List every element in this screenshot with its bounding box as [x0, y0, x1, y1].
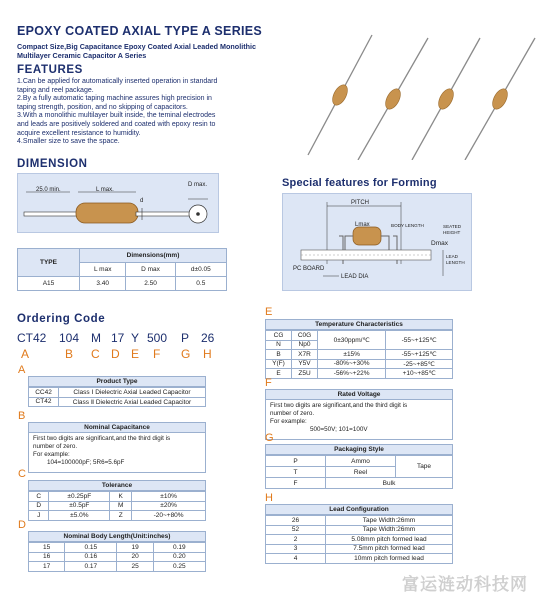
dim-row-type: A15: [18, 277, 80, 291]
feature-line: 1.Can be applied for automatically inserted operation in standard: [17, 78, 218, 85]
section-b-line: number of zero.: [33, 443, 78, 450]
section-e-header: Temperature Characteristics: [265, 319, 453, 330]
section-b-body: [28, 433, 206, 473]
section-h-header: Lead Configuration: [265, 504, 453, 515]
section-h-box: [265, 504, 453, 564]
section-c-table: [28, 491, 206, 521]
table-cell: ±0.25pF: [49, 492, 110, 502]
forming-seated1: SEATED: [443, 224, 462, 229]
section-d-letter: D: [18, 519, 26, 531]
table-cell: -55~+125℃: [386, 331, 453, 350]
table-cell: Tape Width:26mm: [326, 525, 453, 535]
dimension-heading: DIMENSION: [17, 158, 88, 170]
table-row: [266, 359, 453, 369]
section-a-header: Product Type: [28, 376, 206, 387]
forming-drawing: [282, 193, 472, 291]
table-cell: Z5U: [292, 369, 318, 379]
forming-lead-dia: LEAD DIA: [341, 274, 369, 280]
feature-line: 4.Smaller size to save the space.: [17, 138, 120, 146]
table-row: [29, 511, 206, 521]
table-cell: -55~+125℃: [386, 350, 453, 360]
feature-line: 3.With a monolithic multilayer built inside, the teminal electrodes: [17, 112, 216, 120]
table-cell: ±10%: [132, 492, 206, 502]
letter-f: F: [153, 347, 161, 361]
table-cell: 0.19: [153, 543, 205, 553]
section-b-line: First two digits are significant,and the third digit is: [33, 435, 171, 442]
table-cell: +10~+85℃: [386, 369, 453, 379]
table-cell: Ammo: [326, 456, 396, 467]
section-c-letter: C: [18, 468, 26, 480]
section-b-line: 104=100000pF; 5R6=5.6pF: [47, 459, 125, 466]
table-cell: 0.15: [65, 543, 117, 553]
table-cell: -80%~+30%: [318, 359, 386, 369]
table-cell: 7.5mm pitch formed lead: [326, 544, 453, 554]
table-cell: X7R: [292, 350, 318, 360]
forming-body-length: BODY LENGTH: [391, 223, 424, 228]
page-title: EPOXY COATED AXIAL TYPE A SERIES: [17, 24, 263, 38]
subtitle-line1: Compact Size,Big Capacitance Epoxy Coated Axial Leaded Monolithic: [17, 42, 256, 51]
forming-lead1: LEAD: [446, 254, 459, 259]
section-c-box: [28, 480, 206, 521]
table-cell: F: [266, 478, 326, 489]
features-heading: FEATURES: [17, 64, 83, 76]
table-cell: 19: [117, 543, 153, 553]
table-cell: 25: [117, 562, 153, 572]
feature-line: taping and reel package.: [17, 86, 94, 94]
table-row: [266, 516, 453, 526]
table-cell: T: [266, 467, 326, 478]
table-cell: Z: [110, 511, 132, 521]
section-g-letter: G: [265, 432, 274, 444]
section-f-line: First two digits are significant,and the third digit is: [270, 402, 408, 409]
table-cell: P: [266, 456, 326, 467]
dimension-table: [17, 248, 227, 291]
table-cell: D: [29, 501, 49, 511]
table-row: [266, 544, 453, 554]
section-g-table: [265, 455, 453, 489]
table-row: [266, 350, 453, 360]
dim-label-d: d: [140, 198, 144, 204]
table-cell: 0.20: [153, 552, 205, 562]
table-cell: ±15%: [318, 350, 386, 360]
letter-d: D: [111, 347, 120, 361]
section-e-table: [265, 330, 453, 379]
table-cell: K: [110, 492, 132, 502]
table-row: [266, 369, 453, 379]
section-g-header: Packaging Style: [265, 444, 453, 455]
dim-col-d: D max: [126, 263, 175, 277]
table-cell: ±20%: [132, 501, 206, 511]
feature-line: 2.By a fully automatic taping machine assures high precision in: [17, 95, 212, 103]
table-cell: 3: [266, 544, 326, 554]
table-cell: 10mm pitch formed lead: [326, 554, 453, 564]
forming-lead2: LENGTH: [446, 260, 465, 265]
table-cell: 20: [117, 552, 153, 562]
feature-line: acquire excellent resistance to humidity.: [17, 129, 141, 137]
dim-col-tol: d±0.05: [175, 263, 226, 277]
table-cell: ±5.0%: [49, 511, 110, 521]
table-cell: Np0: [292, 340, 318, 350]
table-row: [29, 543, 206, 553]
letter-a: A: [21, 347, 30, 361]
section-e-box: [265, 319, 453, 379]
section-a-box: [28, 376, 206, 407]
section-f-header: Rated Voltage: [265, 389, 453, 400]
dim-col-l: L max: [80, 263, 126, 277]
forming-pc-board: PC BOARD: [293, 266, 325, 272]
table-cell: Class Ⅱ Dielectric Axial Leaded Capacitor: [59, 397, 206, 407]
code-h: 26: [201, 331, 215, 345]
table-cell: 0.25: [153, 562, 205, 572]
table-cell: 16: [29, 552, 65, 562]
table-row: [29, 552, 206, 562]
section-d-table: [28, 542, 206, 572]
table-cell: Tape Width:26mm: [326, 516, 453, 526]
section-b-header: Nominal Capacitance: [28, 422, 206, 433]
ordering-heading: Ordering Code: [17, 313, 106, 325]
letter-b: B: [65, 347, 74, 361]
code-a: CT42: [17, 331, 47, 345]
forming-pitch: PITCH: [351, 200, 369, 206]
table-row: [266, 535, 453, 545]
table-cell: Bulk: [326, 478, 453, 489]
table-row: [266, 456, 453, 467]
table-row: [29, 562, 206, 572]
code-d: 17: [111, 331, 125, 345]
code-c: M: [91, 331, 101, 345]
section-b-line: For example:: [33, 451, 70, 458]
table-cell: 2: [266, 535, 326, 545]
letter-g: G: [181, 347, 191, 361]
table-cell: C0G: [292, 331, 318, 341]
feature-line: taping strength, position, and no skipping of capacitors.: [17, 103, 188, 111]
section-d-header: Nominal Body Length(Unit:inches): [28, 531, 206, 542]
section-f-line: 500=50V; 101=100V: [310, 426, 368, 433]
letter-c: C: [91, 347, 100, 361]
table-cell: CC42: [29, 388, 59, 398]
table-cell: Y(F): [266, 359, 292, 369]
letter-e: E: [131, 347, 140, 361]
code-b: 104: [59, 331, 80, 345]
table-row: [266, 525, 453, 535]
table-cell: 15: [29, 543, 65, 553]
table-row: [266, 554, 453, 564]
table-cell: -56%~+22%: [318, 369, 386, 379]
dim-row-tol: 0.5: [175, 277, 226, 291]
features-list: [17, 78, 287, 147]
code-g: P: [181, 331, 190, 345]
table-row: [29, 501, 206, 511]
table-cell: Tape: [396, 456, 453, 478]
table-cell: 17: [29, 562, 65, 572]
dim-label-dmax: D max.: [188, 182, 208, 188]
watermark-text: 富运涟动科技网: [402, 575, 528, 594]
table-cell: 5.08mm pitch formed lead: [326, 535, 453, 545]
section-h-letter: H: [265, 492, 273, 504]
table-cell: E: [266, 369, 292, 379]
table-cell: CT42: [29, 397, 59, 407]
table-cell: Reel: [326, 467, 396, 478]
letter-h: H: [203, 347, 212, 361]
table-cell: -25~+85℃: [386, 359, 453, 369]
dim-row-l: 3.40: [80, 277, 126, 291]
table-cell: 0±30ppm/℃: [318, 331, 386, 350]
table-cell: M: [110, 501, 132, 511]
table-cell: C: [29, 492, 49, 502]
section-a-table: [28, 387, 206, 407]
section-g-box: [265, 444, 453, 489]
section-a-letter: A: [18, 364, 26, 376]
table-cell: Class Ⅰ Dielectric Axial Leaded Capacitor: [59, 388, 206, 398]
table-cell: J: [29, 511, 49, 521]
section-e-letter: E: [265, 306, 273, 318]
table-row: [266, 478, 453, 489]
table-cell: B: [266, 350, 292, 360]
section-b-box: [28, 422, 206, 473]
forming-seated2: HEIGHT: [443, 230, 461, 235]
section-f-line: For example:: [270, 418, 307, 425]
forming-heading: Special features for Forming: [282, 177, 437, 189]
dim-row-d: 2.50: [126, 277, 175, 291]
table-cell: 0.17: [65, 562, 117, 572]
table-cell: ±0.5pF: [49, 501, 110, 511]
dimension-drawing: [17, 173, 219, 233]
forming-dmax: Dmax: [431, 240, 448, 247]
section-f-body: [265, 400, 453, 440]
table-cell: -20~+80%: [132, 511, 206, 521]
dim-dims-header: Dimensions(mm): [80, 249, 227, 263]
feature-line: and leads are positively soldered and coated with epoxy resin to: [17, 120, 216, 128]
table-cell: 52: [266, 525, 326, 535]
section-b-letter: B: [18, 410, 26, 422]
table-cell: Y5V: [292, 359, 318, 369]
section-d-box: [28, 531, 206, 572]
table-cell: 0.16: [65, 552, 117, 562]
dim-label-25min: 25.0 min.: [36, 187, 61, 193]
table-cell: 26: [266, 516, 326, 526]
section-f-box: [265, 389, 453, 440]
code-e: Y: [131, 331, 140, 345]
table-cell: N: [266, 340, 292, 350]
section-c-header: Tolerance: [28, 480, 206, 491]
section-h-table: [265, 515, 453, 564]
forming-lmax: Lmax: [355, 222, 370, 228]
section-f-letter: F: [265, 377, 272, 389]
section-f-line: number of zero.: [270, 410, 315, 417]
dim-type-header: TYPE: [18, 249, 80, 277]
table-cell: 4: [266, 554, 326, 564]
code-f: 500: [147, 331, 168, 345]
table-row: [266, 331, 453, 341]
table-row: [29, 492, 206, 502]
table-cell: CG: [266, 331, 292, 341]
capacitor-photo: [300, 20, 545, 160]
subtitle-line2: Multilayer Ceramic Capacitor A Series: [17, 51, 147, 60]
dim-label-lmax: L max.: [96, 187, 114, 193]
